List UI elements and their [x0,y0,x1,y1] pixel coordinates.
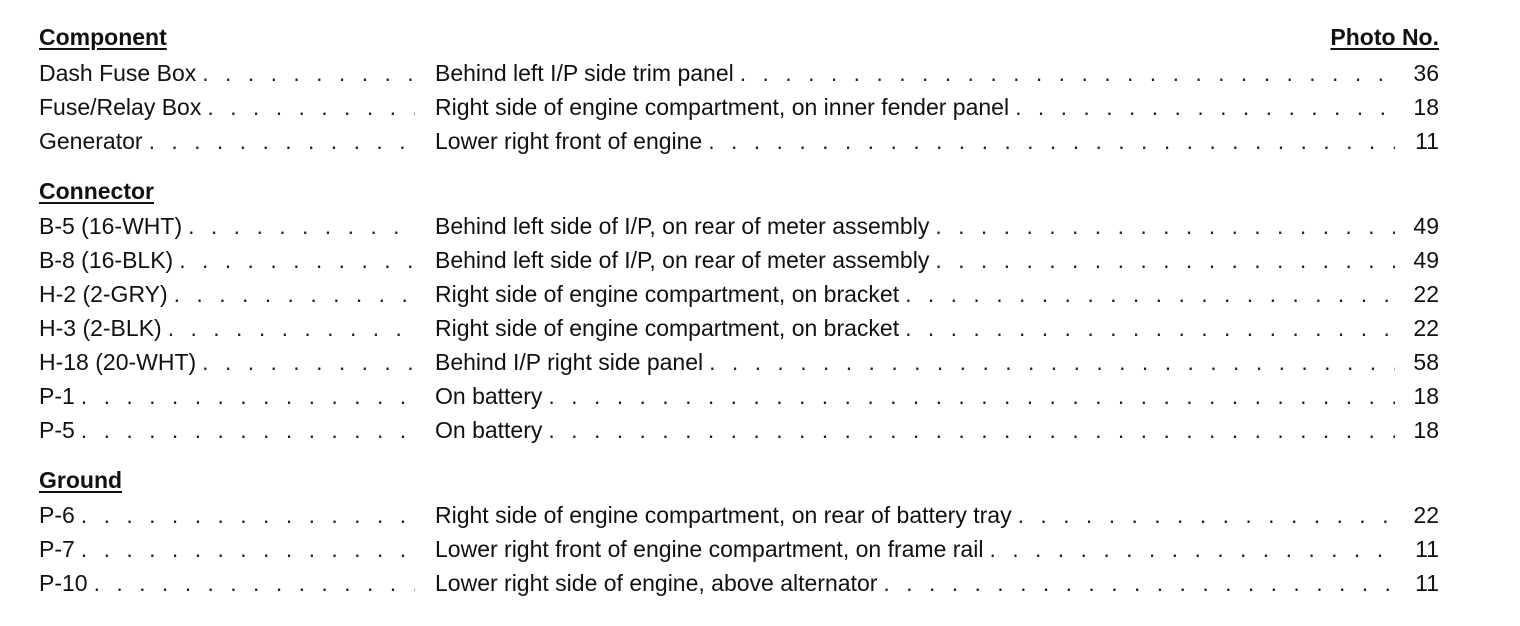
photo-number: 36 [1413,60,1439,86]
dot-leader [548,413,1395,447]
photo-number: 22 [1413,315,1439,341]
dot-leader [168,311,415,345]
table-row [39,56,1439,90]
section-component [39,56,1439,158]
photo-number: 49 [1413,213,1439,239]
dot-leader [935,243,1395,277]
dot-leader [81,532,415,566]
connector-name: P-1 [39,383,75,409]
dot-leader [81,413,415,447]
table-row [39,345,1439,379]
connector-heading: Connector [39,178,154,204]
photo-number: 22 [1413,502,1439,528]
location-text: Right side of engine compartment, on bracket [435,315,900,341]
dot-leader [202,56,415,90]
dot-leader [935,209,1395,243]
table-row [39,124,1439,158]
location-text: Lower right front of engine compartment, on frame rail [435,536,984,562]
table-row [39,532,1439,566]
table-row [39,379,1439,413]
dot-leader [905,311,1395,345]
photo-number: 18 [1413,94,1439,120]
dot-leader [94,566,415,600]
table-row [39,498,1439,532]
dot-leader [174,277,415,311]
component-location-table [39,22,1439,600]
location-text: Behind left I/P side trim panel [435,60,734,86]
component-name: Fuse/Relay Box [39,94,202,120]
location-text: Behind left side of I/P, on rear of meter assembly [435,247,930,273]
photo-number: 49 [1413,247,1439,273]
dot-leader [989,532,1395,566]
dot-leader [179,243,415,277]
ground-name: P-6 [39,502,75,528]
connector-name: H-18 (20-WHT) [39,349,197,375]
dot-leader [883,566,1395,600]
location-text: Lower right side of engine, above alternator [435,570,878,596]
ground-heading: Ground [39,467,123,493]
dot-leader [708,124,1395,158]
section-connector [39,176,1439,447]
connector-name: H-3 (2-BLK) [39,315,162,341]
photo-number: 18 [1413,417,1439,443]
dot-leader [149,124,415,158]
location-text: On battery [435,383,543,409]
dot-leader [548,379,1395,413]
table-row [39,243,1439,277]
table-row [39,311,1439,345]
connector-name: B-8 (16-BLK) [39,247,174,273]
photo-number: 11 [1415,536,1439,562]
photo-number: 11 [1415,570,1439,596]
dot-leader [207,90,415,124]
table-row [39,566,1439,600]
table-header [39,22,1439,56]
photo-number: 22 [1413,281,1439,307]
section-ground [39,465,1439,600]
dot-leader [709,345,1395,379]
connector-name: B-5 (16-WHT) [39,213,183,239]
dot-leader [188,209,415,243]
table-row [39,413,1439,447]
table-row [39,277,1439,311]
dot-leader [905,277,1395,311]
location-text: Right side of engine compartment, on inner fender panel [435,94,1010,120]
location-text: Behind left side of I/P, on rear of meter assembly [435,213,930,239]
table-row [39,209,1439,243]
component-name: Generator [39,128,143,154]
dot-leader [740,56,1395,90]
connector-name: H-2 (2-GRY) [39,281,168,307]
photo-number: 58 [1413,349,1439,375]
photo-number: 11 [1415,128,1439,154]
dot-leader [81,379,415,413]
location-text: On battery [435,417,543,443]
location-text: Right side of engine compartment, on bracket [435,281,900,307]
component-name: Dash Fuse Box [39,60,197,86]
dot-leader [81,498,415,532]
photo-number: 18 [1413,383,1439,409]
connector-name: P-5 [39,417,75,443]
component-heading: Component [39,24,167,50]
ground-name: P-7 [39,536,75,562]
photo-number-heading: Photo No. [1330,24,1439,50]
location-text: Behind I/P right side panel [435,349,704,375]
ground-name: P-10 [39,570,88,596]
dot-leader [202,345,415,379]
table-row [39,90,1439,124]
location-text: Right side of engine compartment, on rear of battery tray [435,502,1012,528]
location-text: Lower right front of engine [435,128,703,154]
dot-leader [1018,498,1395,532]
dot-leader [1015,90,1395,124]
